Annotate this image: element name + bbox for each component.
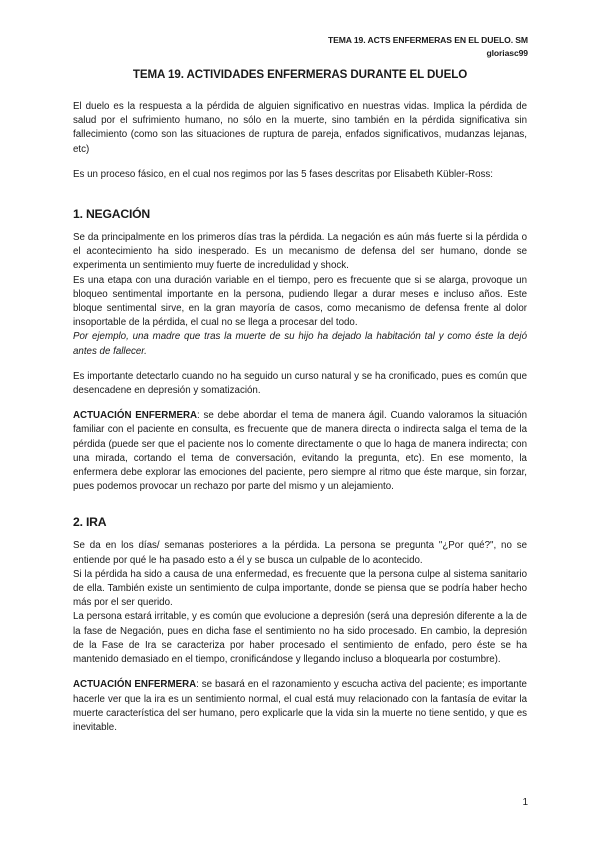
document-body [73,100,527,735]
ira-actuacion [73,678,527,735]
header-author: gloriasc99 [486,48,528,58]
ira-paragraph-3: La persona estará irritable, y es común que evolucione a depresión (será una depresión diferente a la de la fase de Negación, pues en dicha fase el sentimiento no ha sido procesado. En cambio, la depresión de la Fase de Ira se caracteriza por haber procesado el sentimiento de enfado, pero éste se ha mantenido demasiado en el tiempo, cronificándose y llegando incluso a bloquearla por costumbre). [73,611,527,666]
negacion-example [73,330,527,358]
actuacion-label: ACTUACIÓN ENFERMERA [73,679,197,691]
negacion-paragraph-3: Es importante detectarlo cuando no ha seguido un curso natural y se ha cronificado, pues es común que desencadene en depresión y somatización. [73,370,527,397]
actuacion-label: ACTUACIÓN ENFERMERA [73,410,198,422]
intro-paragraph: El duelo es la respuesta a la pérdida de alguien significativo en nuestras vidas. Implica la pérdida de salud por el sufrimiento humano, no sólo en la muerte, sino también en la pérdida significativa sin fallecimiento (como son las situaciones de ruptura de pareja, enfados significativos, mudanzas lejanas, etc) [73,101,527,155]
running-header [328,34,528,60]
actuacion-text: : se basará en el razonamiento y escucha activa del paciente; es importante hacerle ver que la ira es un sentimiento normal, el cual está muy relacionado con la fantasía de evitar la muerte característica del ser humano, pero explicarle que la vida sin la muerte no tiene sentido, y que es inevitable. [73,679,527,733]
ira-paragraph-2: Si la pérdida ha sido a causa de una enfermedad, es frecuente que la persona culpe al sistema sanitario de ella. También existe un sentimiento de culpa importante, donde se piensa que se podría haber hecho más por el ser querido. [73,568,527,609]
negacion-actuacion [73,409,527,494]
actuacion-text: : se debe abordar el tema de manera ágil. Cuando valoramos la situación familiar con el paciente en consulta, es frecuente que de manera directa o indirecta salga el tema de la pérdida (puede ser que el paciente nos lo comente directamente o que lo haga de manera indirecta; con una mirada, cortando el tema de conversación, evitando la pregunta, etc). En ese momento, la enfermera debe explorar las emociones del paciente, pero siempre al ritmo que éste marque, sin forzar, pues podemos provocar un rechazo por parte del mismo y un alejamiento. [73,410,527,493]
ira-paragraph-1: Se da en los días/ semanas posteriores a la pérdida. La persona se pregunta "¿Por qué?", no se entiende por qué le ha pasado esto a él y se busca un culpable de lo acontecido. [73,540,527,566]
page-title: TEMA 19. ACTIVIDADES ENFERMERAS DURANTE EL DUELO [132,68,468,81]
page-number: 1 [522,797,528,808]
negacion-paragraph-2: Es una etapa con una duración variable en el tiempo, pero es frecuente que si se alarga, provoque un bloqueo sentimental importante en la persona, pudiendo llegar a durar meses e incluso años. Este bloque sentimental sirve, en la gran mayoría de casos, como mecanismo de defensa frente al dolor insoportable de la pérdida, el cual no se llega a procesar del todo. [73,274,527,329]
intro-phases-paragraph: Es un proceso fásico, en el cual nos regimos por las 5 fases descritas por Elisabeth Kübler-Ross: [73,168,493,180]
negacion-example-text: Por ejemplo, una madre que tras la muerte de su hijo ha dejado la habitación tal y como éste la dejó antes de fallecer. [73,331,527,357]
negacion-paragraph-1: Se da principalmente en los primeros días tras la pérdida. La negación es aún más fuerte si la pérdida o el acontecimiento ha sido inesperado. Es un mecanismo de defensa del ser humano, donde se experimenta un sentimiento muy fuerte de incredulidad y shock. [73,232,527,272]
section-heading-negacion: 1. NEGACIÓN [73,207,151,222]
section-heading-ira: 2. IRA [73,515,107,530]
header-title: TEMA 19. ACTS ENFERMERAS EN EL DUELO. SM [327,35,528,45]
